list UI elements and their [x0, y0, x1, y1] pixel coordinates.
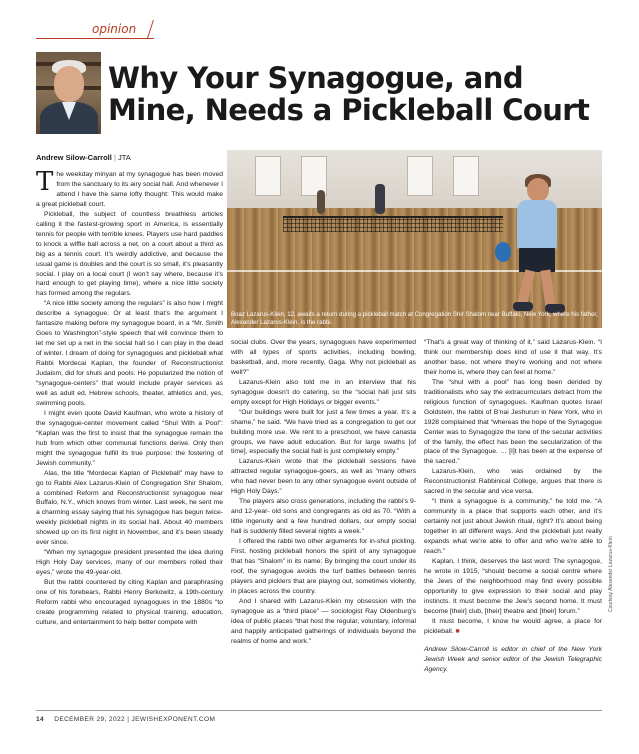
article-paragraph: The “shul with a pool” has long been derided by traditionalists who say the extracurriculars detract from the religious function of synagogues. Kaufman quotes Israel Goldstein, the rabbi of B’nai Jeshurun in New York, who in 1928 complained that “whereas the hope of the Synagogue Center was to Synagogize the tone of the secular activities of the family, the effect has been the secularization of the place of the Synagogue. … [I]t has been at the expense of the sacred.”: [424, 378, 602, 466]
photo-boy-head: [527, 178, 549, 202]
page-number: 14: [36, 716, 45, 723]
byline-author: Andrew Silow-Carroll: [36, 153, 112, 162]
photo-window: [407, 156, 433, 196]
photo-boy-shoe: [513, 302, 533, 311]
article-paragraph: “When my synagogue president presented the idea during High Holy Day services, many of our members rolled their eyes,” wrote the 49-year-old.: [36, 549, 223, 577]
photo-far-player: [375, 184, 385, 214]
article-paragraph: It must become, I know he would agree, a place for pickleball. ■: [424, 617, 602, 635]
photo-paddle: [495, 242, 511, 262]
photo-boy-shorts: [519, 248, 555, 272]
article-headline: Why Your Synagogue, and Mine, Needs a Pickleball Court: [108, 61, 590, 127]
section-tag: opinion: [92, 22, 137, 36]
section-rule: [36, 38, 154, 39]
article-paragraph: Lazarus-Klein, who was ordained by the Reconstructionist Rabbinical College, argues that there is sacred in the secular and vice versa.: [424, 468, 602, 496]
photo-boy-shirt: [517, 200, 557, 250]
section-tag-slash: [147, 20, 154, 38]
page-footer: [36, 716, 215, 723]
article-photo: [227, 150, 602, 328]
photo-window: [255, 156, 281, 196]
article-paragraph: And I shared with Lazarus-Klein my obsession with the synagogue as a “third place” — sociologist Ray Oldenburg’s idea of public places “that host the regular, voluntary, informal and happily anticipated gatherings of individuals beyond the realms of home and work.”: [231, 597, 416, 645]
article-paragraph: “Our buildings were built for just a few times a year. It’s a shame,” he said. “We have tried as a congregation to get our building more use. We rent to a preschool, we have canasta groups, we have adult education. But for large swaths [of time], especially the social hall is just completely empty.”: [231, 408, 416, 456]
article-paragraph: Kaplan, I think, deserves the last word: The synagogue, he wrote in 1915, “should become a social centre where the Jews of the neighborhood may find every possible opportunity to give expression to their social and play instincts. It must become the Jew’s second home. It must become [their] club, [their] theatre and [their] forum.”: [424, 557, 602, 615]
article-paragraph: “That’s a great way of thinking of it,” said Lazarus-Klein. “I think our membership does kind of use it that way. It’s another base, not where they’re working and not where their home is, where they can feel at home.”: [424, 339, 602, 376]
byline: [36, 153, 131, 162]
author-face: [54, 66, 84, 102]
end-of-article-mark: ■: [455, 627, 460, 635]
article-paragraph: But the rabbi countered by citing Kaplan and paraphrasing one of his forebears, Rabbi Henry Berkowitz, a 19th-century Reform rabbi who encouraged synagogues in the 1880s “to create programming related to physical training, education, culture, and entertainment to help better compete with: [36, 579, 223, 626]
photo-pickleball-net: [283, 216, 503, 232]
footer-separator: |: [127, 716, 130, 723]
photo-far-player: [317, 190, 325, 214]
website: JEWISHEXPONENT.COM: [131, 716, 216, 723]
article-paragraph: Alas, the title “Mordecai Kaplan of Pickleball” may have to go to Rabbi Alex Lazarus-Klein of Congregation Shir Shalom, a combined Reform and Reconstructionist synagogue near Buffalo, N.Y., which knows from winter. Last week, he sent me a charming essay saying that his synagogue has begun twice-weekly pickleball nights in its social hall. About 40 members showed up on its first night in November, and it’s been steady ever since.: [36, 469, 223, 547]
byline-separator: |: [113, 153, 116, 162]
photo-credit: Courtesy Alexander Lazarus-Klein: [608, 536, 614, 612]
author-bio: Andrew Silow-Carroll is editor in chief of the New York Jewish Week and senior editor of the Jewish Telegraphic Agency.: [424, 645, 602, 673]
article-paragraph: The weekday minyan at my synagogue has been moved from the sanctuary to its airy social hall. And whenever I attend I have the same lofty thought: This would make a great pickleball court.: [36, 167, 223, 208]
article-column-3: [424, 338, 602, 674]
article-paragraph: I offered the rabbi two other arguments for in-shul pickling. First, hosting pickleball honors the spirit of any synagogue that has “Shalom” in its name: By bringing the court under its roof, the synagogue avoids the turf battles between tennis players and picklers that are playing out, sometimes violently, in places across the country.: [231, 538, 416, 595]
article-column-2: [231, 338, 416, 647]
footer-rule: [36, 710, 602, 711]
article-paragraph: I might even quote David Kaufman, who wrote a history of the synagogue-center movement called “Shul With a Pool”: “Kaplan was the first to insist that the synagogue remain the hub from which other communal functions derive. Only then might the synagogue fulfill its true purpose: the fostering of Jewish community.”: [36, 409, 223, 467]
article-column-1: [36, 167, 223, 628]
issue-date: DECEMBER 29, 2022: [54, 716, 125, 723]
article-paragraph: “A nice little society among the regulars” is also how I might describe a synagogue. Or at least that’s the argument I fantasize making before my synagogue board, in a “Mr. Smith Goes to Washington”-style speech that will convince them to let me set up a net in the social hall so I can play in the dead of winter. I dream of doing for synagogues and pickleball what Rabbi Mordecai Kaplan, the founder of Reconstructionist Judaism, did for shuls and pools: He popularized the notion of “synagogue-centers” that would include prayer services as well as adult ed, Hebrew schools, theater, athletics and, yes, swimming pools.: [36, 300, 223, 407]
article-paragraph: “I think a synagogue is a community,” he told me. “A community is a place that supports each other, and it’s certainly not just about Jewish ritual, right? It’s about being together in all different ways. And the pickleball just really expands what we’re able to offer and who we’re able to reach.”: [424, 498, 602, 556]
author-headshot: [36, 52, 101, 134]
byline-source: JTA: [117, 153, 131, 162]
article-paragraph: Lazarus-Klein also told me in an interview that his synagogue doesn’t do catering, so the “social hall just sits empty except for High Holidays or bigger events.”: [231, 378, 416, 406]
article-paragraph: Pickleball, the subject of countless breathless articles calling it the fastest-growing sport in America, is essentially tennis for people with terrible knees. Players use hard paddles to knock a wiffle ball across a net, on a court about a third as big as a tennis court. It’s weirdly addictive, and because the usual game is doubles and the court is so small, it’s pleasantly social. I play on a local court (I won’t say where, because it’s hard enough to get playing time), where a nice little society has formed among the regulars.: [36, 210, 223, 298]
drop-cap: T: [36, 167, 54, 197]
article-paragraph: Lazarus-Klein wrote that the pickleball sessions have attracted regular synagogue-goers, as well as “many others who had never been to any other synagogue event outside of High Holy Days.”: [231, 458, 416, 496]
article-paragraph: The players also cross generations, including the rabbi’s 9- and 12-year- old sons and congregants as old as 70. “With a little ingenuity and a few hundred dollars, our empty social hall is suddenly filled several nights a week.”: [231, 498, 416, 536]
photo-window: [453, 156, 479, 196]
article-paragraph: social clubs. Over the years, synagogues have experimented with all types of sports activities, including bowling, basketball, and, more recently, Gaga. Why not pickleball as well?”: [231, 339, 416, 376]
photo-caption: Boaz Lazarus-Klein, 12, awaits a return during a pickleball match at Congregation Shir Shalom near Buffalo, New York, where his father, Alexander Lazarus-Klein, is the rabbi.: [231, 311, 598, 326]
